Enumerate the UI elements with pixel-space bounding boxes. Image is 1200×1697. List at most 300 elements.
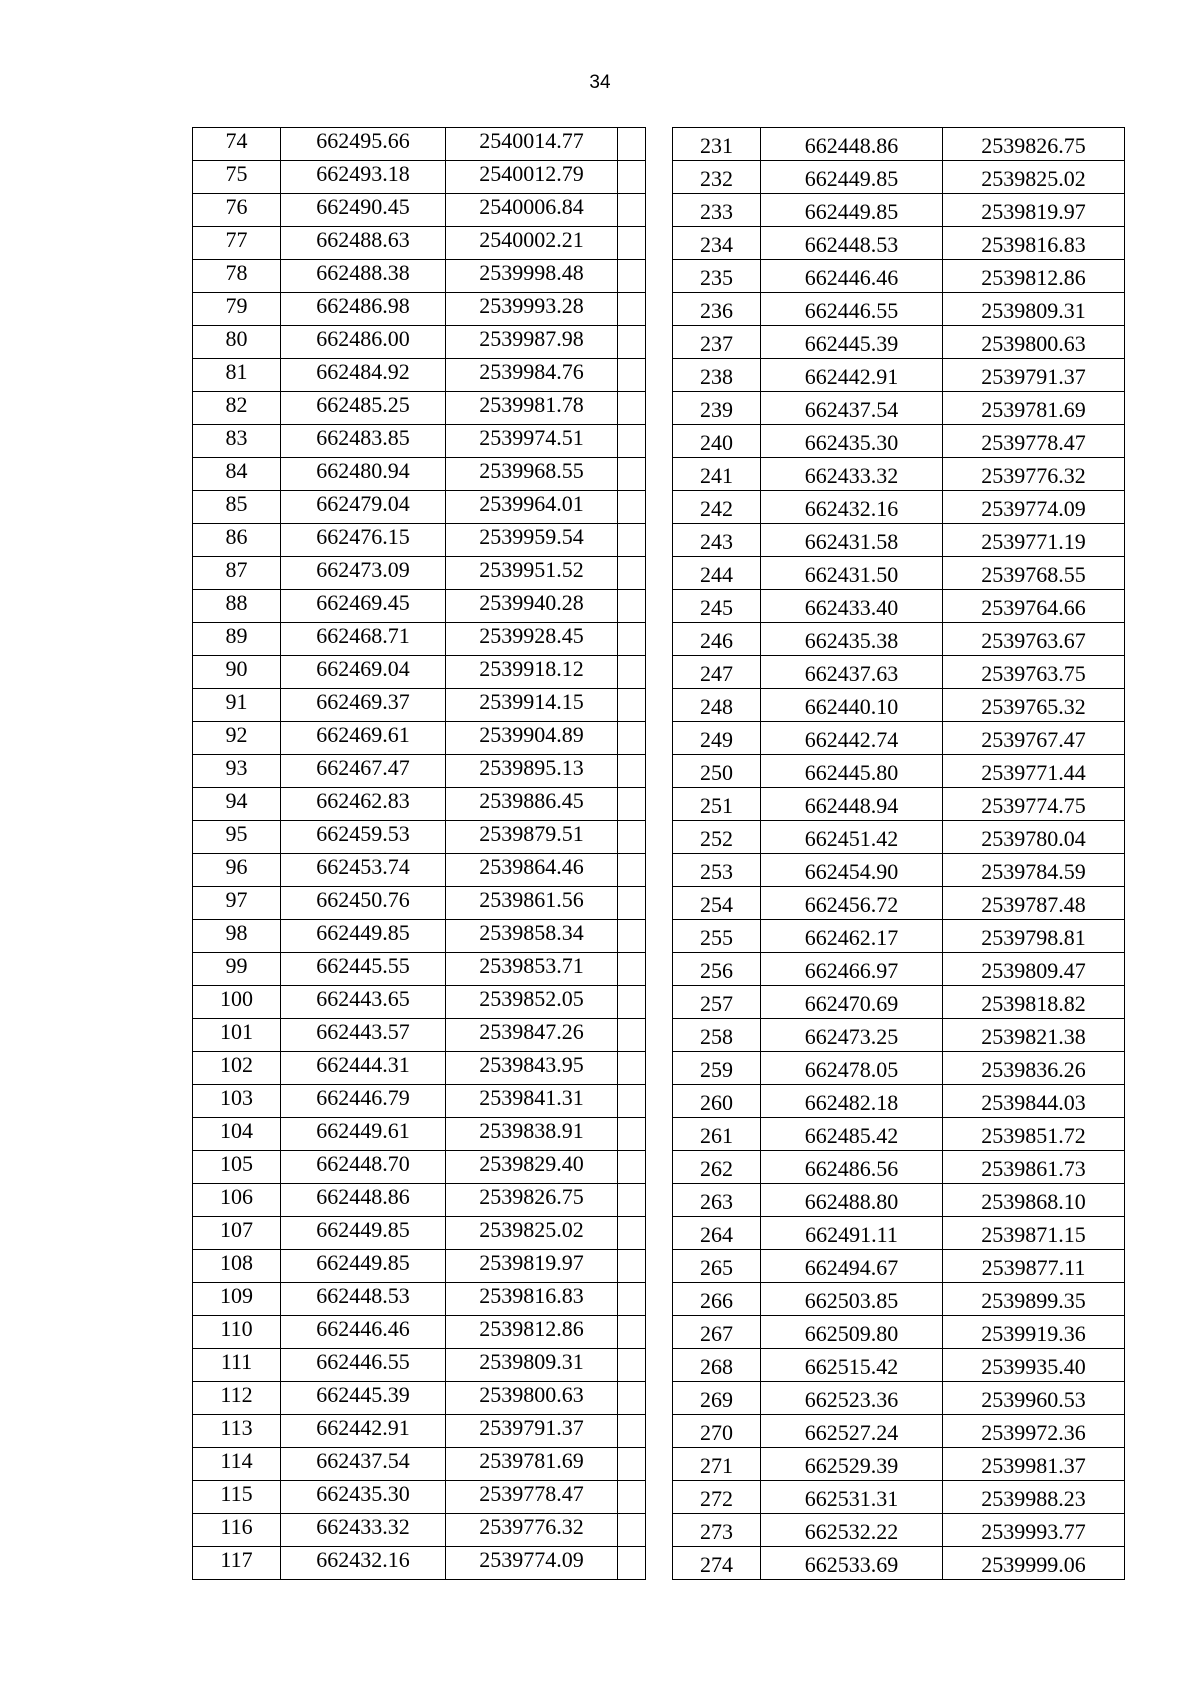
table-row bbox=[673, 788, 1125, 821]
x-coordinate-cell: 662462.83 bbox=[281, 788, 446, 821]
x-coordinate-cell: 662478.05 bbox=[761, 1052, 943, 1085]
y-coordinate-cell: 2539858.34 bbox=[446, 920, 618, 953]
x-coordinate-cell: 662490.45 bbox=[281, 194, 446, 227]
y-coordinate-cell: 2540006.84 bbox=[446, 194, 618, 227]
y-coordinate-cell: 2539781.69 bbox=[446, 1448, 618, 1481]
point-number-cell: 89 bbox=[193, 623, 281, 656]
point-number-cell: 265 bbox=[673, 1250, 761, 1283]
x-coordinate-cell: 662448.53 bbox=[761, 227, 943, 260]
empty-spacer-cell bbox=[618, 623, 646, 656]
y-coordinate-cell: 2539812.86 bbox=[446, 1316, 618, 1349]
point-number-cell: 243 bbox=[673, 524, 761, 557]
point-number-cell: 88 bbox=[193, 590, 281, 623]
point-number-cell: 231 bbox=[673, 128, 761, 161]
empty-spacer-cell bbox=[618, 854, 646, 887]
table-row bbox=[193, 821, 646, 854]
x-coordinate-cell: 662467.47 bbox=[281, 755, 446, 788]
table-row bbox=[673, 1547, 1125, 1580]
y-coordinate-cell: 2539918.12 bbox=[446, 656, 618, 689]
point-number-cell: 115 bbox=[193, 1481, 281, 1514]
y-coordinate-cell: 2539818.82 bbox=[943, 986, 1125, 1019]
x-coordinate-cell: 662437.54 bbox=[281, 1448, 446, 1481]
point-number-cell: 81 bbox=[193, 359, 281, 392]
x-coordinate-cell: 662459.53 bbox=[281, 821, 446, 854]
y-coordinate-cell: 2539940.28 bbox=[446, 590, 618, 623]
point-number-cell: 262 bbox=[673, 1151, 761, 1184]
table-row bbox=[193, 887, 646, 920]
empty-spacer-cell bbox=[618, 689, 646, 722]
point-number-cell: 237 bbox=[673, 326, 761, 359]
y-coordinate-cell: 2539904.89 bbox=[446, 722, 618, 755]
table-row bbox=[673, 755, 1125, 788]
point-number-cell: 239 bbox=[673, 392, 761, 425]
y-coordinate-cell: 2539928.45 bbox=[446, 623, 618, 656]
x-coordinate-cell: 662523.36 bbox=[761, 1382, 943, 1415]
y-coordinate-cell: 2539864.46 bbox=[446, 854, 618, 887]
point-number-cell: 76 bbox=[193, 194, 281, 227]
point-number-cell: 116 bbox=[193, 1514, 281, 1547]
table-row bbox=[673, 128, 1125, 161]
point-number-cell: 90 bbox=[193, 656, 281, 689]
point-number-cell: 266 bbox=[673, 1283, 761, 1316]
empty-spacer-cell bbox=[618, 128, 646, 161]
y-coordinate-cell: 2539809.47 bbox=[943, 953, 1125, 986]
empty-spacer-cell bbox=[618, 722, 646, 755]
table-row bbox=[673, 1118, 1125, 1151]
table-row bbox=[193, 1217, 646, 1250]
x-coordinate-cell: 662448.53 bbox=[281, 1283, 446, 1316]
point-number-cell: 247 bbox=[673, 656, 761, 689]
y-coordinate-cell: 2539784.59 bbox=[943, 854, 1125, 887]
empty-spacer-cell bbox=[618, 194, 646, 227]
empty-spacer-cell bbox=[618, 1250, 646, 1283]
point-number-cell: 268 bbox=[673, 1349, 761, 1382]
y-coordinate-cell: 2539899.35 bbox=[943, 1283, 1125, 1316]
point-number-cell: 245 bbox=[673, 590, 761, 623]
y-coordinate-cell: 2539981.78 bbox=[446, 392, 618, 425]
table-row bbox=[193, 128, 646, 161]
point-number-cell: 257 bbox=[673, 986, 761, 1019]
point-number-cell: 98 bbox=[193, 920, 281, 953]
y-coordinate-cell: 2539776.32 bbox=[943, 458, 1125, 491]
y-coordinate-cell: 2539774.09 bbox=[943, 491, 1125, 524]
point-number-cell: 252 bbox=[673, 821, 761, 854]
y-coordinate-cell: 2539999.06 bbox=[943, 1547, 1125, 1580]
y-coordinate-cell: 2539778.47 bbox=[446, 1481, 618, 1514]
table-row bbox=[193, 557, 646, 590]
empty-spacer-cell bbox=[618, 1052, 646, 1085]
table-row bbox=[673, 590, 1125, 623]
empty-spacer-cell bbox=[618, 1382, 646, 1415]
point-number-cell: 253 bbox=[673, 854, 761, 887]
empty-spacer-cell bbox=[618, 1151, 646, 1184]
x-coordinate-cell: 662448.86 bbox=[281, 1184, 446, 1217]
y-coordinate-cell: 2539847.26 bbox=[446, 1019, 618, 1052]
point-number-cell: 242 bbox=[673, 491, 761, 524]
table-row bbox=[193, 656, 646, 689]
y-coordinate-cell: 2539843.95 bbox=[446, 1052, 618, 1085]
table-row bbox=[193, 920, 646, 953]
table-row bbox=[193, 260, 646, 293]
x-coordinate-cell: 662484.92 bbox=[281, 359, 446, 392]
table-row bbox=[193, 986, 646, 1019]
table-row bbox=[673, 1019, 1125, 1052]
x-coordinate-cell: 662445.39 bbox=[281, 1382, 446, 1415]
y-coordinate-cell: 2539791.37 bbox=[943, 359, 1125, 392]
table-row bbox=[193, 1118, 646, 1151]
point-number-cell: 77 bbox=[193, 227, 281, 260]
point-number-cell: 251 bbox=[673, 788, 761, 821]
table-row bbox=[673, 1448, 1125, 1481]
page-number: 34 bbox=[589, 72, 611, 93]
table-row bbox=[193, 161, 646, 194]
x-coordinate-cell: 662432.16 bbox=[281, 1547, 446, 1580]
y-coordinate-cell: 2539780.04 bbox=[943, 821, 1125, 854]
y-coordinate-cell: 2539974.51 bbox=[446, 425, 618, 458]
y-coordinate-cell: 2539771.44 bbox=[943, 755, 1125, 788]
point-number-cell: 74 bbox=[193, 128, 281, 161]
empty-spacer-cell bbox=[618, 425, 646, 458]
point-number-cell: 95 bbox=[193, 821, 281, 854]
table-row bbox=[673, 1514, 1125, 1547]
y-coordinate-cell: 2539812.86 bbox=[943, 260, 1125, 293]
x-coordinate-cell: 662431.50 bbox=[761, 557, 943, 590]
point-number-cell: 261 bbox=[673, 1118, 761, 1151]
table-row bbox=[673, 194, 1125, 227]
y-coordinate-cell: 2539774.09 bbox=[446, 1547, 618, 1580]
x-coordinate-cell: 662476.15 bbox=[281, 524, 446, 557]
empty-spacer-cell bbox=[618, 986, 646, 1019]
y-coordinate-cell: 2539852.05 bbox=[446, 986, 618, 1019]
x-coordinate-cell: 662445.55 bbox=[281, 953, 446, 986]
point-number-cell: 254 bbox=[673, 887, 761, 920]
x-coordinate-cell: 662443.57 bbox=[281, 1019, 446, 1052]
y-coordinate-cell: 2539778.47 bbox=[943, 425, 1125, 458]
x-coordinate-cell: 662451.42 bbox=[761, 821, 943, 854]
table-row bbox=[193, 293, 646, 326]
y-coordinate-cell: 2539972.36 bbox=[943, 1415, 1125, 1448]
y-coordinate-cell: 2539959.54 bbox=[446, 524, 618, 557]
y-coordinate-cell: 2540014.77 bbox=[446, 128, 618, 161]
y-coordinate-cell: 2539791.37 bbox=[446, 1415, 618, 1448]
table-row bbox=[193, 788, 646, 821]
point-number-cell: 80 bbox=[193, 326, 281, 359]
point-number-cell: 248 bbox=[673, 689, 761, 722]
y-coordinate-cell: 2539861.56 bbox=[446, 887, 618, 920]
y-coordinate-cell: 2539774.75 bbox=[943, 788, 1125, 821]
x-coordinate-cell: 662449.85 bbox=[761, 161, 943, 194]
table-row bbox=[193, 227, 646, 260]
x-coordinate-cell: 662446.55 bbox=[761, 293, 943, 326]
point-number-cell: 258 bbox=[673, 1019, 761, 1052]
y-coordinate-cell: 2539968.55 bbox=[446, 458, 618, 491]
x-coordinate-cell: 662495.66 bbox=[281, 128, 446, 161]
y-coordinate-cell: 2539809.31 bbox=[943, 293, 1125, 326]
y-coordinate-cell: 2539763.67 bbox=[943, 623, 1125, 656]
point-number-cell: 260 bbox=[673, 1085, 761, 1118]
y-coordinate-cell: 2539935.40 bbox=[943, 1349, 1125, 1382]
x-coordinate-cell: 662448.94 bbox=[761, 788, 943, 821]
x-coordinate-cell: 662468.71 bbox=[281, 623, 446, 656]
table-row bbox=[673, 227, 1125, 260]
table-row bbox=[193, 392, 646, 425]
y-coordinate-cell: 2539798.81 bbox=[943, 920, 1125, 953]
x-coordinate-cell: 662486.00 bbox=[281, 326, 446, 359]
empty-spacer-cell bbox=[618, 1547, 646, 1580]
x-coordinate-cell: 662432.16 bbox=[761, 491, 943, 524]
x-coordinate-cell: 662446.46 bbox=[761, 260, 943, 293]
point-number-cell: 100 bbox=[193, 986, 281, 1019]
y-coordinate-cell: 2539868.10 bbox=[943, 1184, 1125, 1217]
x-coordinate-cell: 662473.09 bbox=[281, 557, 446, 590]
table-row bbox=[673, 359, 1125, 392]
x-coordinate-cell: 662445.39 bbox=[761, 326, 943, 359]
table-row bbox=[673, 293, 1125, 326]
x-coordinate-cell: 662449.85 bbox=[761, 194, 943, 227]
x-coordinate-cell: 662449.85 bbox=[281, 920, 446, 953]
y-coordinate-cell: 2539800.63 bbox=[446, 1382, 618, 1415]
y-coordinate-cell: 2539853.71 bbox=[446, 953, 618, 986]
empty-spacer-cell bbox=[618, 359, 646, 392]
y-coordinate-cell: 2539993.77 bbox=[943, 1514, 1125, 1547]
point-number-cell: 235 bbox=[673, 260, 761, 293]
table-row bbox=[193, 590, 646, 623]
x-coordinate-cell: 662444.31 bbox=[281, 1052, 446, 1085]
x-coordinate-cell: 662462.17 bbox=[761, 920, 943, 953]
x-coordinate-cell: 662453.74 bbox=[281, 854, 446, 887]
table-row bbox=[193, 359, 646, 392]
y-coordinate-cell: 2539825.02 bbox=[446, 1217, 618, 1250]
table-row bbox=[193, 1019, 646, 1052]
table-row bbox=[193, 722, 646, 755]
point-number-cell: 112 bbox=[193, 1382, 281, 1415]
point-number-cell: 83 bbox=[193, 425, 281, 458]
point-number-cell: 107 bbox=[193, 1217, 281, 1250]
y-coordinate-cell: 2539821.38 bbox=[943, 1019, 1125, 1052]
table-row bbox=[193, 425, 646, 458]
x-coordinate-cell: 662509.80 bbox=[761, 1316, 943, 1349]
table-row bbox=[193, 194, 646, 227]
table-row bbox=[673, 1382, 1125, 1415]
y-coordinate-cell: 2539771.19 bbox=[943, 524, 1125, 557]
x-coordinate-cell: 662532.22 bbox=[761, 1514, 943, 1547]
table-row bbox=[673, 821, 1125, 854]
point-number-cell: 75 bbox=[193, 161, 281, 194]
y-coordinate-cell: 2539914.15 bbox=[446, 689, 618, 722]
point-number-cell: 84 bbox=[193, 458, 281, 491]
table-row bbox=[673, 623, 1125, 656]
x-coordinate-cell: 662433.32 bbox=[281, 1514, 446, 1547]
x-coordinate-cell: 662446.79 bbox=[281, 1085, 446, 1118]
point-number-cell: 85 bbox=[193, 491, 281, 524]
empty-spacer-cell bbox=[618, 524, 646, 557]
table-row bbox=[673, 953, 1125, 986]
table-row bbox=[673, 1415, 1125, 1448]
x-coordinate-cell: 662531.31 bbox=[761, 1481, 943, 1514]
x-coordinate-cell: 662470.69 bbox=[761, 986, 943, 1019]
point-number-cell: 113 bbox=[193, 1415, 281, 1448]
table-row bbox=[673, 161, 1125, 194]
point-number-cell: 250 bbox=[673, 755, 761, 788]
empty-spacer-cell bbox=[618, 920, 646, 953]
empty-spacer-cell bbox=[618, 1316, 646, 1349]
x-coordinate-cell: 662466.97 bbox=[761, 953, 943, 986]
point-number-cell: 234 bbox=[673, 227, 761, 260]
point-number-cell: 108 bbox=[193, 1250, 281, 1283]
x-coordinate-cell: 662433.40 bbox=[761, 590, 943, 623]
empty-spacer-cell bbox=[618, 326, 646, 359]
x-coordinate-cell: 662491.11 bbox=[761, 1217, 943, 1250]
table-row bbox=[193, 689, 646, 722]
empty-spacer-cell bbox=[618, 1448, 646, 1481]
empty-spacer-cell bbox=[618, 260, 646, 293]
table-row bbox=[193, 1547, 646, 1580]
x-coordinate-cell: 662446.46 bbox=[281, 1316, 446, 1349]
y-coordinate-cell: 2539829.40 bbox=[446, 1151, 618, 1184]
point-number-cell: 92 bbox=[193, 722, 281, 755]
y-coordinate-cell: 2539877.11 bbox=[943, 1250, 1125, 1283]
table-row bbox=[673, 1481, 1125, 1514]
point-number-cell: 249 bbox=[673, 722, 761, 755]
table-gap bbox=[646, 127, 672, 1580]
y-coordinate-cell: 2539984.76 bbox=[446, 359, 618, 392]
x-coordinate-cell: 662431.58 bbox=[761, 524, 943, 557]
table-row bbox=[193, 1316, 646, 1349]
y-coordinate-cell: 2540002.21 bbox=[446, 227, 618, 260]
x-coordinate-cell: 662435.38 bbox=[761, 623, 943, 656]
x-coordinate-cell: 662450.76 bbox=[281, 887, 446, 920]
table-row bbox=[673, 425, 1125, 458]
table-row bbox=[673, 1283, 1125, 1316]
x-coordinate-cell: 662433.32 bbox=[761, 458, 943, 491]
point-number-cell: 272 bbox=[673, 1481, 761, 1514]
y-coordinate-cell: 2539951.52 bbox=[446, 557, 618, 590]
table-row bbox=[193, 1052, 646, 1085]
x-coordinate-cell: 662494.67 bbox=[761, 1250, 943, 1283]
y-coordinate-cell: 2539981.37 bbox=[943, 1448, 1125, 1481]
table-row bbox=[673, 656, 1125, 689]
x-coordinate-cell: 662442.91 bbox=[281, 1415, 446, 1448]
point-number-cell: 233 bbox=[673, 194, 761, 227]
x-coordinate-cell: 662454.90 bbox=[761, 854, 943, 887]
table-row bbox=[673, 458, 1125, 491]
x-coordinate-cell: 662469.37 bbox=[281, 689, 446, 722]
table-row bbox=[673, 392, 1125, 425]
right-coordinate-table bbox=[672, 127, 1125, 1580]
table-row bbox=[193, 1382, 646, 1415]
point-number-cell: 79 bbox=[193, 293, 281, 326]
table-row bbox=[193, 1514, 646, 1547]
point-number-cell: 78 bbox=[193, 260, 281, 293]
y-coordinate-cell: 2539826.75 bbox=[446, 1184, 618, 1217]
x-coordinate-cell: 662469.45 bbox=[281, 590, 446, 623]
empty-spacer-cell bbox=[618, 1283, 646, 1316]
point-number-cell: 236 bbox=[673, 293, 761, 326]
table-row bbox=[673, 920, 1125, 953]
point-number-cell: 232 bbox=[673, 161, 761, 194]
empty-spacer-cell bbox=[618, 1184, 646, 1217]
table-row bbox=[673, 1184, 1125, 1217]
table-row bbox=[193, 1151, 646, 1184]
table-row bbox=[673, 1316, 1125, 1349]
x-coordinate-cell: 662488.80 bbox=[761, 1184, 943, 1217]
x-coordinate-cell: 662482.18 bbox=[761, 1085, 943, 1118]
empty-spacer-cell bbox=[618, 1085, 646, 1118]
point-number-cell: 101 bbox=[193, 1019, 281, 1052]
point-number-cell: 91 bbox=[193, 689, 281, 722]
y-coordinate-cell: 2540012.79 bbox=[446, 161, 618, 194]
y-coordinate-cell: 2539816.83 bbox=[446, 1283, 618, 1316]
point-number-cell: 273 bbox=[673, 1514, 761, 1547]
point-number-cell: 240 bbox=[673, 425, 761, 458]
y-coordinate-cell: 2539960.53 bbox=[943, 1382, 1125, 1415]
y-coordinate-cell: 2539816.83 bbox=[943, 227, 1125, 260]
table-row bbox=[673, 1052, 1125, 1085]
y-coordinate-cell: 2539993.28 bbox=[446, 293, 618, 326]
x-coordinate-cell: 662486.98 bbox=[281, 293, 446, 326]
empty-spacer-cell bbox=[618, 557, 646, 590]
x-coordinate-cell: 662493.18 bbox=[281, 161, 446, 194]
table-row bbox=[193, 1481, 646, 1514]
x-coordinate-cell: 662488.63 bbox=[281, 227, 446, 260]
point-number-cell: 264 bbox=[673, 1217, 761, 1250]
y-coordinate-cell: 2539998.48 bbox=[446, 260, 618, 293]
table-row bbox=[673, 260, 1125, 293]
y-coordinate-cell: 2539819.97 bbox=[943, 194, 1125, 227]
x-coordinate-cell: 662486.56 bbox=[761, 1151, 943, 1184]
point-number-cell: 97 bbox=[193, 887, 281, 920]
y-coordinate-cell: 2539838.91 bbox=[446, 1118, 618, 1151]
table-row bbox=[193, 1250, 646, 1283]
y-coordinate-cell: 2539776.32 bbox=[446, 1514, 618, 1547]
table-row bbox=[193, 755, 646, 788]
x-coordinate-cell: 662435.30 bbox=[761, 425, 943, 458]
x-coordinate-cell: 662442.91 bbox=[761, 359, 943, 392]
x-coordinate-cell: 662449.85 bbox=[281, 1217, 446, 1250]
empty-spacer-cell bbox=[618, 1349, 646, 1382]
empty-spacer-cell bbox=[618, 887, 646, 920]
y-coordinate-cell: 2539988.23 bbox=[943, 1481, 1125, 1514]
x-coordinate-cell: 662473.25 bbox=[761, 1019, 943, 1052]
y-coordinate-cell: 2539819.97 bbox=[446, 1250, 618, 1283]
x-coordinate-cell: 662527.24 bbox=[761, 1415, 943, 1448]
empty-spacer-cell bbox=[618, 590, 646, 623]
point-number-cell: 263 bbox=[673, 1184, 761, 1217]
point-number-cell: 244 bbox=[673, 557, 761, 590]
point-number-cell: 106 bbox=[193, 1184, 281, 1217]
x-coordinate-cell: 662485.42 bbox=[761, 1118, 943, 1151]
x-coordinate-cell: 662437.54 bbox=[761, 392, 943, 425]
y-coordinate-cell: 2539767.47 bbox=[943, 722, 1125, 755]
y-coordinate-cell: 2539826.75 bbox=[943, 128, 1125, 161]
y-coordinate-cell: 2539919.36 bbox=[943, 1316, 1125, 1349]
x-coordinate-cell: 662440.10 bbox=[761, 689, 943, 722]
empty-spacer-cell bbox=[618, 293, 646, 326]
point-number-cell: 111 bbox=[193, 1349, 281, 1382]
point-number-cell: 270 bbox=[673, 1415, 761, 1448]
y-coordinate-cell: 2539871.15 bbox=[943, 1217, 1125, 1250]
table-row bbox=[673, 986, 1125, 1019]
y-coordinate-cell: 2539768.55 bbox=[943, 557, 1125, 590]
point-number-cell: 269 bbox=[673, 1382, 761, 1415]
coordinate-tables bbox=[192, 127, 1125, 1580]
y-coordinate-cell: 2539781.69 bbox=[943, 392, 1125, 425]
point-number-cell: 87 bbox=[193, 557, 281, 590]
table-row bbox=[193, 1184, 646, 1217]
y-coordinate-cell: 2539964.01 bbox=[446, 491, 618, 524]
table-row bbox=[673, 1085, 1125, 1118]
table-row bbox=[673, 1151, 1125, 1184]
